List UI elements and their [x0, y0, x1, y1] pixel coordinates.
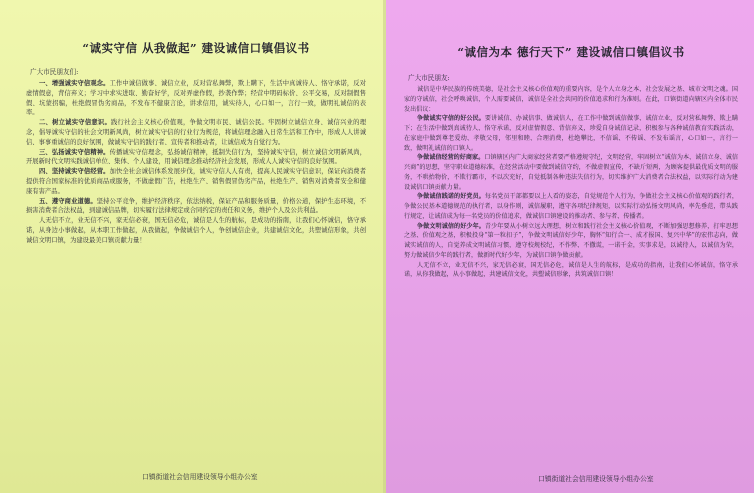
- left-title: “诚实守信 从我做起” 建设诚信口镇倡议书: [82, 41, 310, 55]
- left-paragraph-text: 践行社会主义核心价值观，争做文明市民、诚信公民。牢固树立诚信立身、诚信兴业的理念，倡导诚实守信的社会文明新风尚，树立诚实守信的行业行为规范，将诚信理念融入日常生活和工作中，形成人人讲诚信、事事重诚信的良好氛围，做诚实守信的践行者、宣传者和推动者，让诚信成为自觉行为。: [26, 119, 367, 146]
- right-paragraph-2: [404, 114, 738, 153]
- right-paragraph-text: 每名党员干部都要以上人看的姿态，自觉规范个人行为，争做社会主义核心价值观的践行者，争做公民基本道德规范的执行者，以身作则，诚信履职，遵守各项纪律规矩，以实际行动弘扬文明风尚，率先垂范，带头践行规定，让诚信成为每一名党员的价值追求，做诚信口镇建设的推动者、参与者、传播者。: [404, 193, 739, 220]
- left-paragraph-text: 人无信不立，业无信不兴，家无信必衰，国无信必危，诚信是人生的航标，是成功的指南，让我们心怀诚信，恪守承诺，从身边小事做起，从本职工作做起，从我做起，争做诚信个人，争创诚信企业，共建诚信文化，共塑诚信形象，共创诚信文明口镇，为建设最美口镇贡献力量！: [26, 217, 366, 244]
- right-greeting: 广大市民朋友:: [408, 74, 450, 82]
- left-paragraph-lead: 三、弘扬诚实守信精神。: [39, 148, 110, 156]
- right-paragraph-lead: 争做诚信践诺的好党员。: [417, 193, 485, 201]
- left-paragraph-text: 传播诚实守信理念，弘扬诚信精神，抵制失信行为，坚持诚实守信，树立诚信文明新风尚，开展新时代文明实践诚信单位、集体、个人建设，用诚信理念推动经济社会发展，形成人人诚实守信的良好氛围。: [26, 148, 367, 166]
- right-paragraph-3: [404, 153, 738, 192]
- left-body: [26, 79, 366, 246]
- right-paragraph-text: 青少年要从小树立远大理想，树立和践行社会主义核心价值观，不断加强思想修养，打牢思想之基、价值观之基，积极投身“第一粒扣子”，争做文明诚信好少年，胸怀“知行合一、成才报国、复兴中华”的宏伟志向，做诚实诚信的人，自觉养成文明诚信习惯，遵守校规校纪，不作弊、不撒谎，一诺千金，实事求是，以诚待人，以诚信为荣，努力做诚信少年的践行者，做新时代好少年，为诚信口镇争做贡献。: [404, 222, 739, 259]
- left-paragraph-2: [26, 118, 366, 147]
- left-paragraph-1: [26, 79, 366, 118]
- right-paragraph-text: 口镇辖区内广大商家经营者要严格遵规守纪，文明经营，牢固树立“诚信为本、诚信立身、诚信兴商”的思想，坚守职业道德标准，在经营活动中要做到诚信守约，不做虚假宣传，不缺斤短两，为顾客提供最优质文明的服务，不哄抬物价，不欺行霸市，不以次充好，自觉抵制各种违法失信行为，切实维护广大消费者合法权益，以实际行动为建设诚信口镇贡献力量。: [404, 154, 738, 191]
- right-paragraph-4: [404, 192, 738, 221]
- right-paragraph-lead: 争做诚信经营的好商家。: [417, 154, 485, 162]
- right-paragraph-lead: 争做文明诚信的好少年。: [417, 222, 485, 230]
- right-paragraph-text: 诚信是中华民族的传统美德，是社会主义核心价值观的重要内容，是个人立身之本、社会发展之基、城市文明之魂。国家的守诚信，社会呼唤诚信，个人需要诚信，诚信是全社会共同的价值追求和行为准则。在此，口镇街道向辖区内全体市民发出倡议：: [404, 86, 738, 113]
- right-paragraph-text: 人无信不立，业无信不兴，家无信必衰，国无信必危，诚信是人生的航标，是成功的指南，让我们心怀诚信，恪守承诺，从你我做起，从小事做起，共建诚信文化，共塑诚信形象，共筑诚信口镇！: [404, 261, 738, 279]
- left-paragraph-6: [26, 216, 366, 245]
- left-paragraph-lead: 四、坚持诚实守信经营。: [39, 168, 110, 176]
- left-paragraph-5: [26, 197, 366, 217]
- left-paragraph-text: 加快全社会诚信体系发展步伐，诚实守信人人有责，提高人民诚实守信意识，保证向消费者提供符合国家标准的优质商品或服务，不做虚假广告，杜绝生产、销售假冒伪劣产品，杜绝生产、销售对消费者安全和健康有害产品。: [26, 168, 367, 195]
- right-paragraph-5: [404, 222, 738, 261]
- left-paragraph-text: 工作中诚信做事、诚信立业，反对营私舞弊，欺上瞒下，生活中真诚待人、恪守承诺，反对虚情假意，背信弃义；学习中求实进取、勤奋好学，反对弄虚作假，抄袭作弊；经营中明码标价、公平交易，反对制假售假、坑蒙拐骗，杜绝假冒伪劣商品，不发布不健康言论，讲求信用，诚实待人，心口如一，言行一致，做明礼诚信的表率。: [26, 80, 367, 117]
- left-paragraph-3: [26, 148, 366, 168]
- left-greeting: 广大市民朋友们:: [30, 68, 79, 76]
- left-paragraph-lead: 二、树立诚实守信意识。: [39, 119, 111, 127]
- left-paragraph-text: 坚持公平竞争，维护经济秩序，依法纳税，保证产品和服务质量，价格公道，保护生态环境，不损害消费者合法权益，到建诚信品牌，切实履行法律规定或合同约定的责任和义务，维护个人及公共利益。: [26, 197, 367, 215]
- left-paragraph-4: [26, 167, 366, 196]
- right-paragraph-1: [404, 85, 738, 114]
- right-body: [404, 85, 738, 280]
- right-paragraph-lead: 争做诚实守信的好公民。: [417, 115, 485, 123]
- right-title: “诚信为本 德行天下” 建设诚信口镇倡议书: [457, 45, 685, 59]
- right-paragraph-text: 要讲诚信、办诚信事、做诚信人，在工作中做到诚信做事、诚信立业，反对营私舞弊、欺上瞒下；在生活中做到真诚待人、恪守承诺，反对虚情假意、背信弃义，珍爱自身诚信记录，积极参与各种诚信教育实践活动，在家庭中做到尊老爱幼、孝敬父母，邻里和睦、合理消费，杜绝攀比，不信谣、不传谣、不发布谣言，心口如一，言行一致，做明礼诚信的口镇人。: [404, 115, 739, 152]
- left-paragraph-lead: 一、增强诚实守信观念。: [39, 80, 110, 87]
- proposal-sheet-right: [386, 0, 754, 493]
- left-footer-signature: 口镇街道社会信用建设领导小组办公室: [142, 473, 258, 481]
- right-paragraph-6: [404, 261, 738, 281]
- left-paragraph-lead: 五、遵守商业道德。: [39, 197, 97, 205]
- right-footer-signature: 口镇街道社会信用建设领导小组办公室: [538, 475, 654, 483]
